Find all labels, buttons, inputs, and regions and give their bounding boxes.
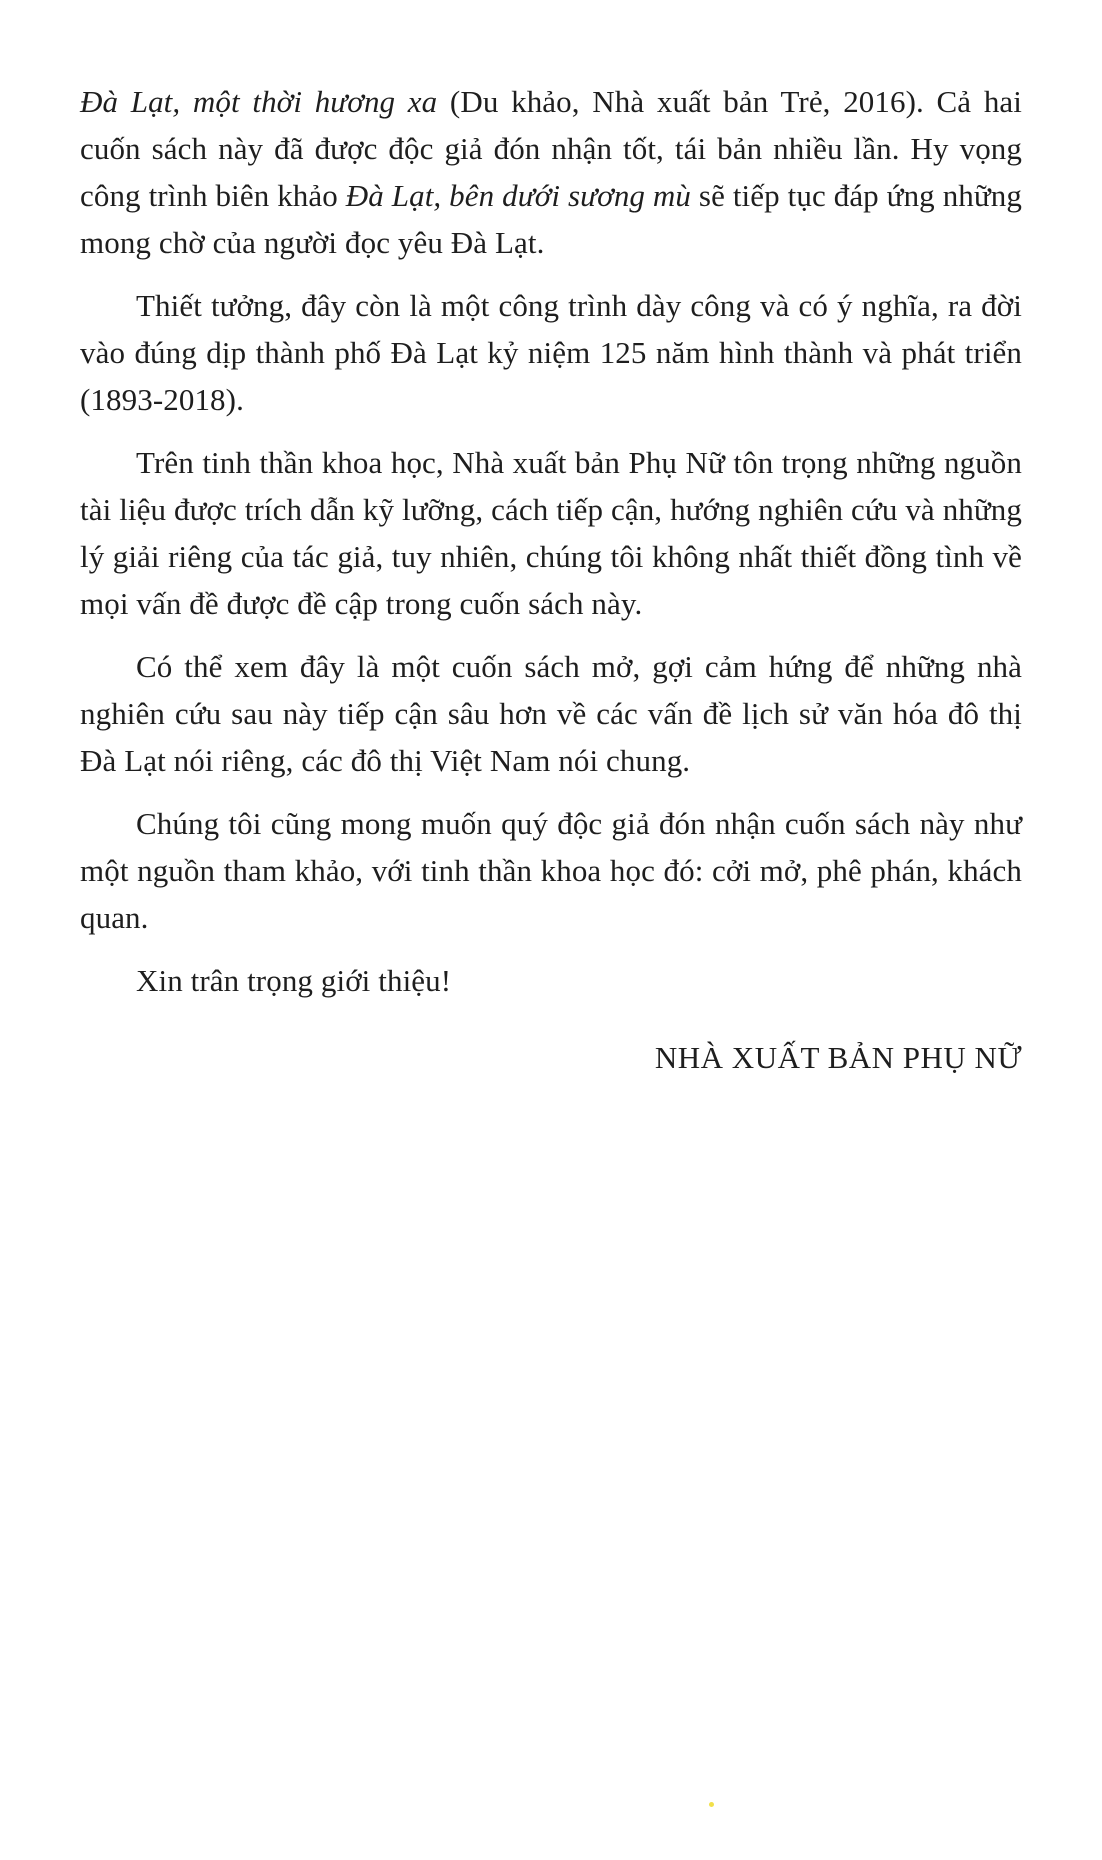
paragraph-5: Chúng tôi cũng mong muốn quý độc giả đón nhận cuốn sách này như một nguồn tham khảo, với tinh thần khoa học đó: cởi mở, phê phán, khách quan. xyxy=(80,806,1022,935)
paragraph-1-text-a: (Du khảo, Nhà xuất bản Trẻ, 2016). Cả hai cuốn sách này đã được độc giả đón nhận tốt, tái bản nhiều lần. Hy vọng công trình biên khảo xyxy=(80,84,1022,213)
closing-line: Xin trân trọng giới thiệu! xyxy=(136,963,452,998)
paragraph-2: Thiết tưởng, đây còn là một công trình dày công và có ý nghĩa, ra đời vào đúng dịp thành phố Đà Lạt kỷ niệm 125 năm hình thành và phát triển (1893-2018). xyxy=(80,288,1022,417)
paragraph-1 xyxy=(80,78,1022,266)
paragraph-1-text-b: sẽ tiếp tục đáp ứng những mong chờ của người đọc yêu Đà Lạt. xyxy=(80,178,1022,260)
book-title-italic: Đà Lạt, một thời hương xa xyxy=(80,84,438,119)
book-title-italic-2: Đà Lạt, bên dưới sương mù xyxy=(345,178,692,213)
publisher-signature: NHÀ XUẤT BẢN PHỤ NỮ xyxy=(654,1040,1022,1075)
paragraph-4: Có thể xem đây là một cuốn sách mở, gợi cảm hứng để những nhà nghiên cứu sau này tiếp cận sâu hơn về các vấn đề lịch sử văn hóa đô thị Đà Lạt nói riêng, các đô thị Việt Nam nói chung. xyxy=(80,649,1022,778)
decorative-speck xyxy=(709,1802,714,1807)
document-body xyxy=(80,78,1022,1081)
paragraph-3: Trên tinh thần khoa học, Nhà xuất bản Phụ Nữ tôn trọng những nguồn tài liệu được trích dẫn kỹ lưỡng, cách tiếp cận, hướng nghiên cứu và những lý giải riêng của tác giả, tuy nhiên, chúng tôi không nhất thiết đồng tình về mọi vấn đề được đề cập trong cuốn sách này. xyxy=(80,445,1022,621)
